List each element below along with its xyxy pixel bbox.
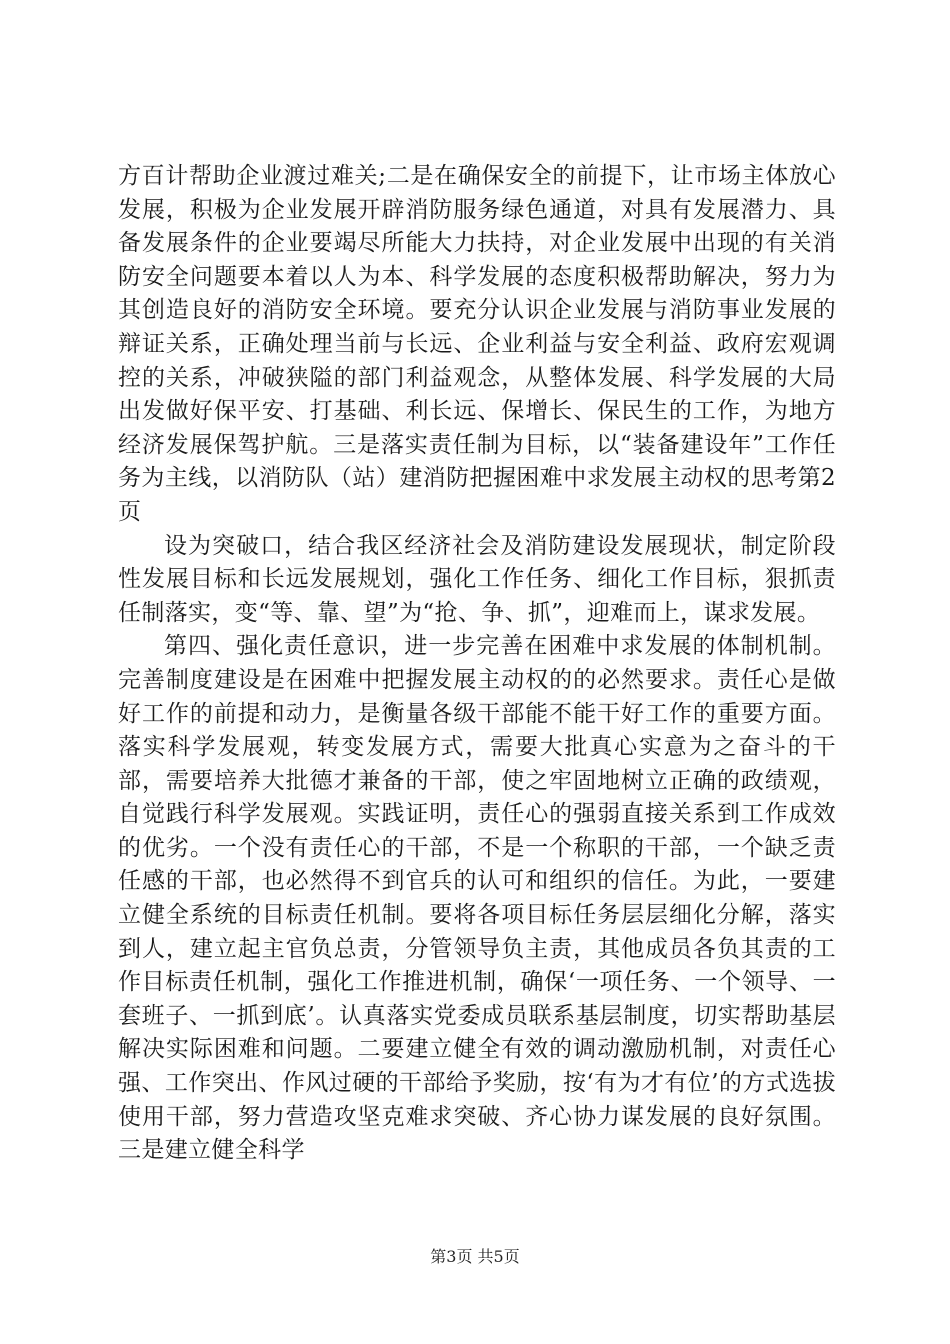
paragraph-3: 第四、强化责任意识，进一步完善在困难中求发展的体制机制。完善制度建设是在困难中把握发展主动权的的必然要求。责任心是做好工作的前提和动力，是衡量各级干部能不能干好工作的重要方面。落实科学发展观，转变发展方式，需要大批真心实意为之奋斗的干部，需要培养大批德才兼备的干部，使之牢固地树立正确的政绩观，自觉践行科学发展观。实践证明，责任心的强弱直接关系到工作成效的优劣。一个没有责任心的干部，不是一个称职的干部，一个缺乏责任感的干部，也必然得不到官兵的认可和组织的信任。为此，一要建立健全系统的目标责任机制。要将各项目标任务层层细化分解，落实到人，建立起主官负总责，分管领导负主责，其他成员各负其责的工作目标责任机制，强化工作推进机制，确保‘一项任务、一个领导、一套班子、一抓到底’。认真落实党委成员联系基层制度，切实帮助基层解决实际困难和问题。二要建立健全有效的调动激励机制，对责任心强、工作突出、作风过硬的干部给予奖励，按‘有为才有位’的方式选拔使用干部，努力营造攻坚克难求突破、齐心协力谋发展的良好氛围。三是建立健全科学 (118, 633, 836, 1164)
document-body (118, 160, 836, 1168)
page-footer: 第3页 共5页 (430, 1247, 520, 1266)
paragraph-2: 设为突破口，结合我区经济社会及消防建设发展现状，制定阶段性发展目标和长远发展规划，强化工作任务、细化工作目标，狠抓责任制落实，变“等、靠、望”为“抢、争、抓”，迎难而上，谋求发展。 (118, 532, 836, 626)
paragraph-1: 方百计帮助企业渡过难关;二是在确保安全的前提下，让市场主体放心发展，积极为企业发展开辟消防服务绿色通道，对具有发展潜力、具备发展条件的企业要竭尽所能大力扶持，对企业发展中出现的有关消防安全问题要本着以人为本、科学发展的态度积极帮助解决，努力为其创造良好的消防安全环境。要充分认识企业发展与消防事业发展的辩证关系，正确处理当前与长远、企业利益与安全利益、政府宏观调控的关系，冲破狭隘的部门利益观念，从整体发展、科学发展的大局出发做好保平安、打基础、利长远、保增长、保民生的工作，为地方经济发展保驾护航。三是落实责任制为目标，以“装备建设年”工作任务为主线，以消防队（站）建消防把握困难中求发展主动权的思考第2页 (118, 163, 836, 525)
